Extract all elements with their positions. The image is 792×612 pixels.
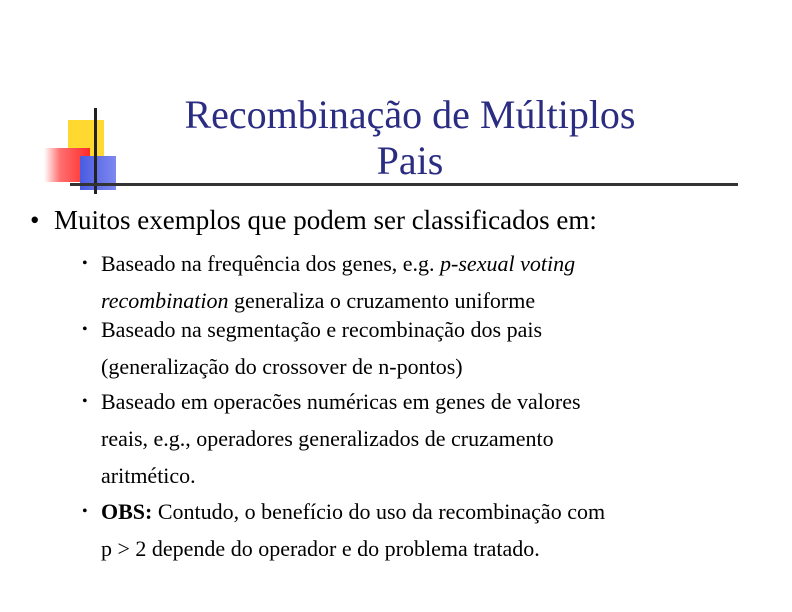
- bullet-icon: •: [82, 321, 88, 338]
- obs-label: OBS:: [101, 499, 153, 524]
- bullet-icon: •: [82, 255, 88, 272]
- bullet-icon: •: [30, 205, 40, 235]
- text-line: aritmético.: [101, 463, 196, 488]
- sub-bullet-text: [101, 383, 761, 494]
- text-line: reais, e.g., operadores generalizados de cruzamento: [101, 426, 554, 451]
- vertical-rule: [94, 108, 97, 194]
- bullet-icon: •: [82, 393, 88, 410]
- bullet-icon: •: [82, 503, 88, 520]
- slide-title: [150, 92, 670, 184]
- text-segment: Baseado na frequência dos genes, e.g.: [101, 251, 441, 276]
- text-line: Baseado em operacões numéricas em genes de valores: [101, 389, 581, 414]
- text-line: Contudo, o benefício do uso da recombinação com: [152, 499, 606, 524]
- text-line: p > 2 depende do operador e do problema tratado.: [101, 536, 540, 561]
- sub-bullet-text: [101, 311, 761, 385]
- text-line: (generalização do crossover de n-pontos): [101, 354, 463, 379]
- italic-term: recombination: [101, 288, 229, 313]
- title-line-1: Recombinação de Múltiplos: [184, 92, 636, 137]
- text-line: Baseado na segmentação e recombinação dos pais: [101, 317, 543, 342]
- title-line-2: Pais: [376, 138, 444, 183]
- italic-term: p-sexual voting: [440, 251, 576, 276]
- main-bullet-text: Muitos exemplos que podem ser classificados em:: [54, 205, 597, 235]
- sub-bullet-text: [101, 245, 761, 319]
- sub-bullet-text: [101, 493, 761, 567]
- text-segment: generaliza o cruzamento uniforme: [228, 288, 536, 313]
